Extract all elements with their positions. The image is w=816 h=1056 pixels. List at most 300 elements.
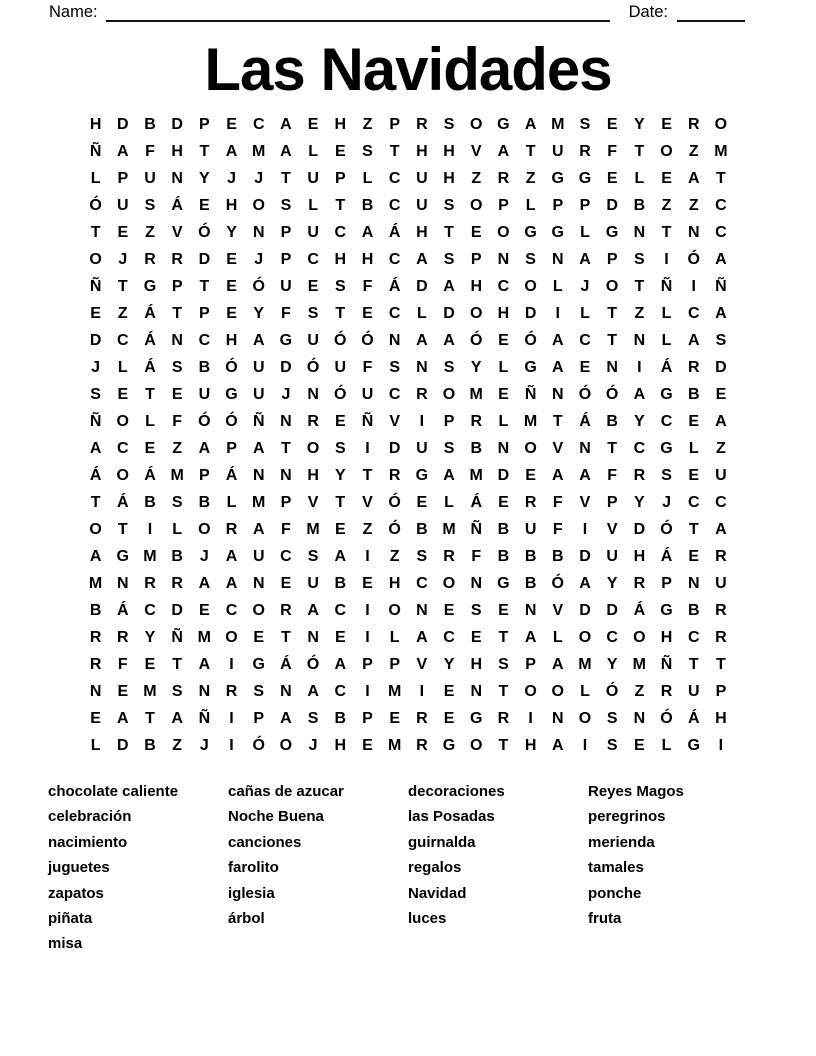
grid-letter: B (470, 440, 482, 458)
grid-letter: T (498, 682, 509, 700)
grid-letter: S (253, 682, 265, 700)
grid-letter: Á (579, 413, 591, 431)
grid-letter: P (362, 709, 373, 727)
grid-letter: C (388, 305, 401, 323)
grid-letter: B (144, 116, 156, 134)
grid-letter: Á (144, 359, 156, 377)
grid-letter: Á (144, 305, 156, 323)
grid-letter: U (416, 197, 428, 215)
grid-letter: Ñ (361, 413, 374, 431)
grid-letter: R (225, 521, 238, 539)
grid-letter: N (89, 682, 102, 700)
grid-letter: T (281, 628, 291, 646)
grid-letter: G (143, 278, 157, 296)
grid-letter: S (443, 116, 455, 134)
date-blank-line (677, 3, 745, 22)
grid-letter: A (361, 224, 374, 242)
grid-letter: A (334, 655, 347, 673)
grid-letter: G (524, 359, 537, 377)
grid-letter: H (307, 467, 319, 485)
word-bank-item: iglesia (228, 884, 275, 902)
grid-letter: R (388, 467, 401, 485)
grid-letter: Ó (252, 736, 265, 754)
grid-letter: G (252, 655, 265, 673)
grid-letter: A (715, 251, 727, 269)
grid-letter: A (443, 332, 455, 350)
word-bank-item: canciones (228, 833, 302, 851)
grid-letter: A (225, 143, 238, 161)
grid-letter: H (361, 251, 374, 269)
grid-letter: B (416, 521, 428, 539)
grid-letter: A (198, 655, 211, 673)
grid-letter: C (280, 547, 292, 565)
grid-letter: M (523, 413, 538, 431)
grid-letter: Á (117, 494, 129, 512)
grid-letter: C (198, 332, 211, 350)
grid-letter: O (116, 467, 129, 485)
grid-letter: L (661, 305, 672, 323)
grid-letter: N (524, 601, 537, 619)
grid-letter: B (524, 574, 537, 592)
grid-letter: Ó (605, 682, 619, 700)
grid-letter: T (90, 224, 101, 242)
grid-letter: U (307, 574, 319, 592)
grid-letter: D (606, 197, 618, 215)
grid-letter: N (606, 359, 618, 377)
grid-letter: D (715, 359, 727, 377)
grid-letter: U (361, 386, 374, 404)
grid-letter: Z (525, 170, 536, 188)
grid-letter: T (145, 386, 155, 404)
grid-letter: Ó (388, 494, 401, 512)
grid-letter: Ó (388, 521, 401, 539)
grid-letter: N (633, 709, 646, 727)
grid-letter: U (117, 197, 129, 215)
grid-letter: E (144, 440, 156, 458)
grid-letter: V (171, 224, 183, 242)
grid-letter: Á (660, 547, 673, 565)
grid-letter: H (524, 736, 537, 754)
grid-letter: A (633, 386, 646, 404)
grid-letter: O (442, 574, 456, 592)
grid-letter: T (634, 278, 645, 296)
grid-letter: O (469, 197, 483, 215)
grid-letter: T (199, 143, 210, 161)
grid-letter: A (552, 736, 564, 754)
grid-letter: Á (144, 332, 156, 350)
grid-letter: Á (470, 494, 482, 512)
grid-letter: J (662, 494, 671, 512)
grid-letter: Á (280, 655, 292, 673)
grid-letter: B (552, 547, 564, 565)
grid-letter: N (416, 359, 428, 377)
grid-letter: T (607, 332, 618, 350)
grid-letter: H (334, 251, 347, 269)
grid-letter: A (117, 709, 129, 727)
grid-letter: E (715, 386, 727, 404)
grid-letter: P (470, 251, 482, 269)
grid-letter: O (198, 521, 211, 539)
grid-letter: H (334, 736, 347, 754)
grid-letter: Ó (660, 521, 673, 539)
grid-letter: S (443, 251, 455, 269)
word-bank-item: las Posadas (408, 808, 495, 826)
grid-letter: G (660, 601, 673, 619)
grid-letter: F (281, 521, 291, 539)
grid-letter: S (171, 682, 183, 700)
grid-letter: R (443, 547, 455, 565)
grid-letter: E (90, 709, 101, 727)
word-bank-column (48, 779, 228, 957)
grid-letter: A (252, 521, 265, 539)
grid-letter: H (443, 170, 455, 188)
grid-letter: D (633, 521, 646, 539)
grid-letter: A (416, 251, 428, 269)
grid-letter: N (552, 251, 564, 269)
grid-letter: M (469, 467, 483, 485)
word-bank-item: luces (408, 910, 447, 928)
grid-letter: F (281, 305, 291, 323)
grid-letter: D (606, 601, 618, 619)
grid-letter: Á (388, 278, 401, 296)
grid-letter: O (306, 440, 320, 458)
grid-letter: E (443, 601, 455, 619)
grid-letter: U (252, 386, 265, 404)
grid-letter: L (498, 413, 509, 431)
grid-letter: M (252, 494, 266, 512)
grid-letter: E (90, 305, 101, 323)
grid-letter: A (524, 628, 537, 646)
grid-letter: R (117, 628, 129, 646)
grid-letter: E (199, 601, 210, 619)
grid-letter: B (144, 494, 156, 512)
grid-letter: P (226, 440, 237, 458)
grid-letter: E (144, 655, 156, 673)
grid-letter: V (416, 655, 428, 673)
grid-letter: E (661, 116, 672, 134)
word-bank-item: Reyes Magos (588, 783, 684, 800)
grid-letter: L (580, 305, 590, 323)
grid-letter: I (365, 601, 370, 619)
grid-letter: R (416, 386, 428, 404)
grid-letter: A (89, 440, 102, 458)
grid-letter: J (91, 359, 101, 377)
grid-letter: G (605, 224, 619, 242)
grid-letter: A (117, 143, 129, 161)
grid-letter: E (226, 116, 237, 134)
grid-letter: A (552, 332, 564, 350)
grid-letter: G (660, 440, 673, 458)
grid-letter: G (551, 224, 564, 242)
grid-letter: L (117, 359, 128, 377)
grid-letter: E (307, 116, 319, 134)
grid-letter: I (637, 359, 642, 377)
grid-letter: A (252, 440, 265, 458)
grid-letter: A (687, 332, 700, 350)
grid-letter: G (442, 736, 456, 754)
grid-letter: D (89, 332, 102, 350)
grid-letter: B (606, 413, 618, 431)
grid-letter: S (171, 359, 183, 377)
grid-letter: E (117, 386, 129, 404)
grid-letter: V (552, 601, 564, 619)
grid-letter: R (715, 601, 727, 619)
grid-letter: Z (172, 736, 183, 754)
grid-letter: O (279, 736, 293, 754)
grid-letter: E (498, 494, 509, 512)
word-bank-item: merienda (588, 833, 655, 851)
grid-letter: B (334, 574, 347, 592)
grid-letter: M (88, 574, 103, 592)
grid-letter: R (470, 413, 482, 431)
grid-letter: B (633, 197, 646, 215)
grid-letter: Ó (225, 359, 238, 377)
grid-letter: E (579, 359, 591, 377)
grid-letter: T (634, 143, 645, 161)
grid-letter: G (551, 170, 564, 188)
grid-letter: Y (334, 467, 346, 485)
grid-letter: T (688, 655, 699, 673)
word-bank-item: decoraciones (408, 783, 505, 800)
grid-letter: O (89, 251, 102, 269)
grid-letter: L (525, 197, 536, 215)
grid-letter: O (469, 305, 483, 323)
grid-letter: V (307, 494, 319, 512)
grid-letter: A (89, 547, 102, 565)
grid-letter: Ó (469, 332, 483, 350)
grid-letter: Y (443, 655, 455, 673)
grid-letter: E (498, 332, 509, 350)
grid-letter: S (334, 278, 346, 296)
grid-letter: P (715, 682, 727, 700)
grid-letter: C (388, 170, 401, 188)
grid-letter: E (606, 116, 618, 134)
grid-letter: N (416, 601, 428, 619)
grid-letter: P (171, 278, 183, 296)
grid-letter: C (715, 494, 727, 512)
grid-letter: O (252, 197, 265, 215)
grid-letter: R (416, 116, 428, 134)
grid-letter: G (497, 574, 510, 592)
grid-letter: N (280, 413, 292, 431)
grid-letter: C (117, 440, 129, 458)
grid-letter: A (687, 170, 700, 188)
grid-letter: A (715, 413, 727, 431)
grid-letter: O (551, 682, 564, 700)
grid-letter: M (197, 628, 211, 646)
grid-letter: U (307, 170, 319, 188)
grid-letter: E (362, 574, 373, 592)
grid-letter: N (252, 467, 265, 485)
grid-letter: C (307, 251, 319, 269)
grid-letter: C (660, 413, 673, 431)
grid-letter: D (579, 601, 591, 619)
grid-letter: P (199, 467, 210, 485)
grid-letter: R (687, 116, 700, 134)
grid-letter: Y (253, 305, 265, 323)
grid-letter: T (389, 143, 400, 161)
grid-letter: E (606, 170, 618, 188)
grid-letter: S (634, 251, 645, 269)
grid-letter: R (497, 709, 510, 727)
grid-letter: H (470, 655, 482, 673)
grid-letter: P (280, 224, 292, 242)
grid-letter: Á (117, 601, 129, 619)
grid-letter: A (416, 628, 428, 646)
grid-letter: E (334, 521, 346, 539)
grid-letter: E (334, 628, 346, 646)
grid-letter: Á (660, 359, 673, 377)
grid-letter: C (497, 278, 510, 296)
grid-letter: Z (362, 521, 373, 539)
grid-letter: N (171, 332, 183, 350)
grid-letter: S (443, 197, 455, 215)
grid-letter: E (199, 197, 210, 215)
grid-letter: L (498, 359, 509, 377)
grid-letter: E (334, 143, 346, 161)
word-bank-item: nacimiento (48, 833, 128, 851)
grid-letter: R (715, 628, 727, 646)
grid-letter: J (580, 278, 590, 296)
grid-letter: H (225, 332, 238, 350)
grid-letter: I (691, 278, 696, 296)
grid-letter: E (525, 467, 536, 485)
grid-letter: N (117, 574, 129, 592)
grid-letter: A (443, 278, 455, 296)
grid-letter: Y (144, 628, 156, 646)
grid-letter: N (307, 628, 319, 646)
grid-letter: F (145, 143, 155, 161)
grid-letter: M (387, 682, 402, 700)
grid-letter: C (416, 574, 428, 592)
grid-letter: A (307, 682, 319, 700)
grid-letter: Ó (306, 655, 320, 673)
grid-letter: U (252, 359, 265, 377)
grid-letter: I (229, 709, 234, 727)
grid-letter: T (281, 440, 291, 458)
grid-letter: H (497, 305, 510, 323)
grid-letter: O (442, 386, 456, 404)
grid-letter: I (365, 547, 370, 565)
grid-letter: E (416, 494, 428, 512)
grid-letter: A (715, 305, 727, 323)
grid-letter: Ñ (660, 655, 673, 673)
grid-letter: S (144, 197, 156, 215)
grid-letter: Y (226, 224, 237, 242)
grid-letter: N (280, 682, 292, 700)
grid-letter: L (308, 197, 318, 215)
grid-letter: E (688, 547, 700, 565)
grid-letter: H (633, 547, 646, 565)
grid-letter: N (307, 386, 319, 404)
grid-letter: P (606, 251, 618, 269)
grid-letter: T (362, 467, 373, 485)
grid-letter: B (687, 601, 700, 619)
grid-letter: U (416, 440, 428, 458)
grid-letter: B (89, 601, 102, 619)
grid-letter: M (551, 116, 565, 134)
grid-letter: S (334, 440, 346, 458)
grid-letter: D (416, 278, 428, 296)
word-bank-item: peregrinos (588, 808, 666, 826)
grid-letter: Ó (89, 197, 102, 215)
grid-letter: U (715, 574, 727, 592)
word-bank-item: regalos (408, 859, 462, 877)
grid-letter: Y (634, 116, 645, 134)
grid-letter: H (171, 143, 183, 161)
grid-letter: N (171, 170, 183, 188)
grid-letter: M (714, 143, 728, 161)
grid-letter: S (443, 440, 455, 458)
grid-letter: Ñ (660, 278, 673, 296)
grid-letter: B (524, 547, 537, 565)
grid-letter: H (470, 278, 482, 296)
grid-letter: J (308, 736, 318, 754)
grid-letter: H (416, 143, 428, 161)
word-bank-item: Noche Buena (228, 808, 324, 826)
grid-letter: N (633, 332, 646, 350)
grid-letter: I (365, 628, 370, 646)
word-bank-item: farolito (228, 859, 279, 877)
grid-letter: P (525, 655, 536, 673)
grid-letter: C (606, 628, 618, 646)
grid-letter: B (144, 736, 156, 754)
grid-letter: E (688, 413, 700, 431)
grid-letter: T (172, 655, 183, 673)
grid-letter: L (145, 413, 155, 431)
grid-letter: Ó (252, 278, 265, 296)
grid-letter: C (334, 601, 347, 619)
grid-letter: Ñ (89, 413, 102, 431)
grid-letter: M (306, 521, 320, 539)
grid-letter: O (89, 521, 102, 539)
grid-letter: A (225, 574, 238, 592)
grid-letter: P (280, 251, 292, 269)
grid-letter: R (687, 359, 700, 377)
grid-letter: O (578, 628, 592, 646)
grid-letter: A (524, 116, 537, 134)
grid-letter: M (143, 547, 157, 565)
grid-letter: A (280, 143, 292, 161)
grid-letter: O (225, 628, 238, 646)
grid-letter: S (470, 601, 482, 619)
grid-letter: S (579, 116, 591, 134)
grid-letter: E (498, 601, 509, 619)
grid-letter: A (552, 359, 564, 377)
grid-letter: A (171, 709, 183, 727)
grid-letter: T (335, 494, 346, 512)
grid-letter: J (227, 170, 236, 188)
word-bank-item: celebración (48, 808, 132, 826)
grid-letter: U (280, 278, 292, 296)
grid-letter: Z (688, 197, 699, 215)
grid-letter: C (388, 197, 401, 215)
grid-letter: Ó (306, 359, 320, 377)
grid-letter: A (715, 521, 727, 539)
grid-letter: T (688, 521, 699, 539)
grid-letter: R (89, 628, 102, 646)
grid-letter: S (307, 305, 319, 323)
grid-letter: A (579, 467, 591, 485)
grid-letter: Z (389, 547, 400, 565)
grid-letter: E (443, 682, 455, 700)
grid-letter: H (660, 628, 673, 646)
grid-letter: B (361, 197, 374, 215)
grid-letter: D (171, 116, 183, 134)
grid-letter: D (117, 116, 129, 134)
grid-letter: Z (716, 440, 726, 458)
grid-letter: A (416, 332, 428, 350)
